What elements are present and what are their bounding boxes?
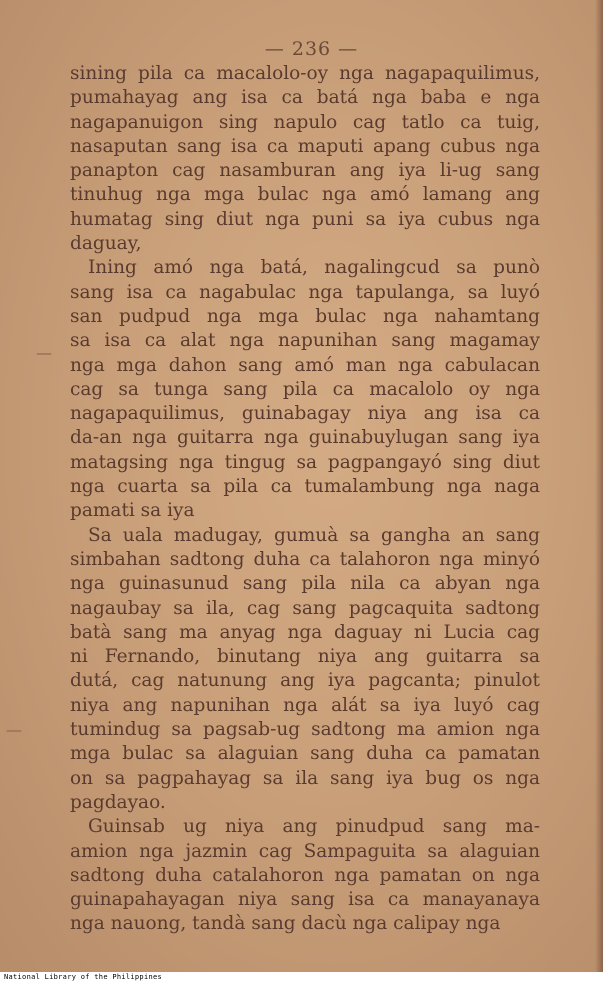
paragraph	[70, 256, 540, 523]
text-line: dutá, cag natunung ang iya pagcanta; pinulot	[70, 670, 540, 692]
text-line: nagaubay sa ila, cag sang pagcaquita sadtong	[70, 597, 540, 619]
text-line: batà sang ma anyag nga daguay ni Lucia cag	[70, 621, 540, 643]
text-line: san pudpud nga mga bulac nga nahamtang	[70, 305, 540, 327]
margin-mark: —	[36, 343, 52, 362]
body-text	[70, 62, 540, 937]
text-line: mga bulac sa alaguian sang duha ca pamatan	[70, 743, 540, 765]
text-line: daguay,	[70, 233, 142, 255]
text-line: nga mga dahon sang amó man nga cabulacan	[70, 354, 540, 376]
text-line: Sa uala madugay, gumuà sa gangha an sang	[88, 524, 540, 546]
text-line: humatag sing diut nga puni sa iya cubus nga	[70, 208, 540, 230]
text-line: da-an nga guitarra nga guinabuylugan sang iya	[70, 427, 540, 449]
text-line: Guinsab ug niya ang pinudpud sang ma-	[88, 816, 540, 838]
text-line: guinapahayagan niya sang isa ca manayanaya	[70, 889, 540, 911]
text-line: nagapaquilimus, guinabagay niya ang isa ca	[70, 403, 540, 425]
text-line: nasaputan sang isa ca maputi apang cubus nga	[70, 135, 540, 157]
text-line: sang isa ca nagabulac nga tapulanga, sa luyó	[70, 281, 540, 303]
text-line: cag sa tunga sang pila ca macalolo oy nga	[70, 378, 540, 400]
paragraph	[70, 524, 540, 816]
paragraph	[70, 815, 540, 936]
margin-mark: —	[6, 720, 22, 739]
page-edge-shadow	[595, 0, 603, 972]
text-line: sining pila ca macalolo-oy nga nagapaquilimus,	[70, 63, 540, 84]
text-line: nga cuarta sa pila ca tumalambung nga naga	[70, 476, 540, 498]
text-line: sa isa ca alat nga napunihan sang magamay	[70, 330, 540, 352]
text-line: ni Fernando, binutang niya ang guitarra sa	[70, 646, 540, 668]
paragraph	[70, 62, 540, 256]
text-line: pumahayag ang isa ca batá nga baba e nga	[70, 87, 540, 109]
library-footer: National Library of the Philippines	[4, 973, 163, 981]
text-line: nga guinasunud sang pila nila ca abyan nga	[70, 573, 540, 595]
text-line: simbahan sadtong duha ca talahoron nga minyó	[70, 548, 540, 570]
text-line: pamati sa iya	[70, 500, 195, 522]
text-line: tumindug sa pagsab-ug sadtong ma amion nga	[70, 719, 540, 741]
text-line: sadtong duha catalahoron nga pamatan on nga	[70, 864, 540, 886]
text-line: nagapanuigon sing napulo cag tatlo ca tuig,	[70, 111, 540, 133]
text-line: niya ang napunihan nga alát sa iya luyó cag	[70, 694, 540, 716]
text-line: Ining amó nga batá, nagalingcud sa punò	[88, 257, 540, 279]
text-line: on sa pagpahayag sa ila sang iya bug os nga	[70, 767, 540, 789]
text-line: pagdayao.	[70, 791, 166, 813]
text-line: tinuhug nga mga bulac nga amó lamang ang	[70, 184, 540, 206]
text-line: matagsing nga tingug sa pagpangayó sing diut	[70, 451, 540, 473]
page-number: — 236 —	[264, 38, 359, 60]
text-line: panapton cag nasamburan ang iya li-ug sang	[70, 160, 540, 182]
text-line: nga nauong, tandà sang dacù nga calipay nga	[70, 913, 501, 935]
text-line: amion nga jazmin cag Sampaguita sa alaguian	[70, 840, 540, 862]
